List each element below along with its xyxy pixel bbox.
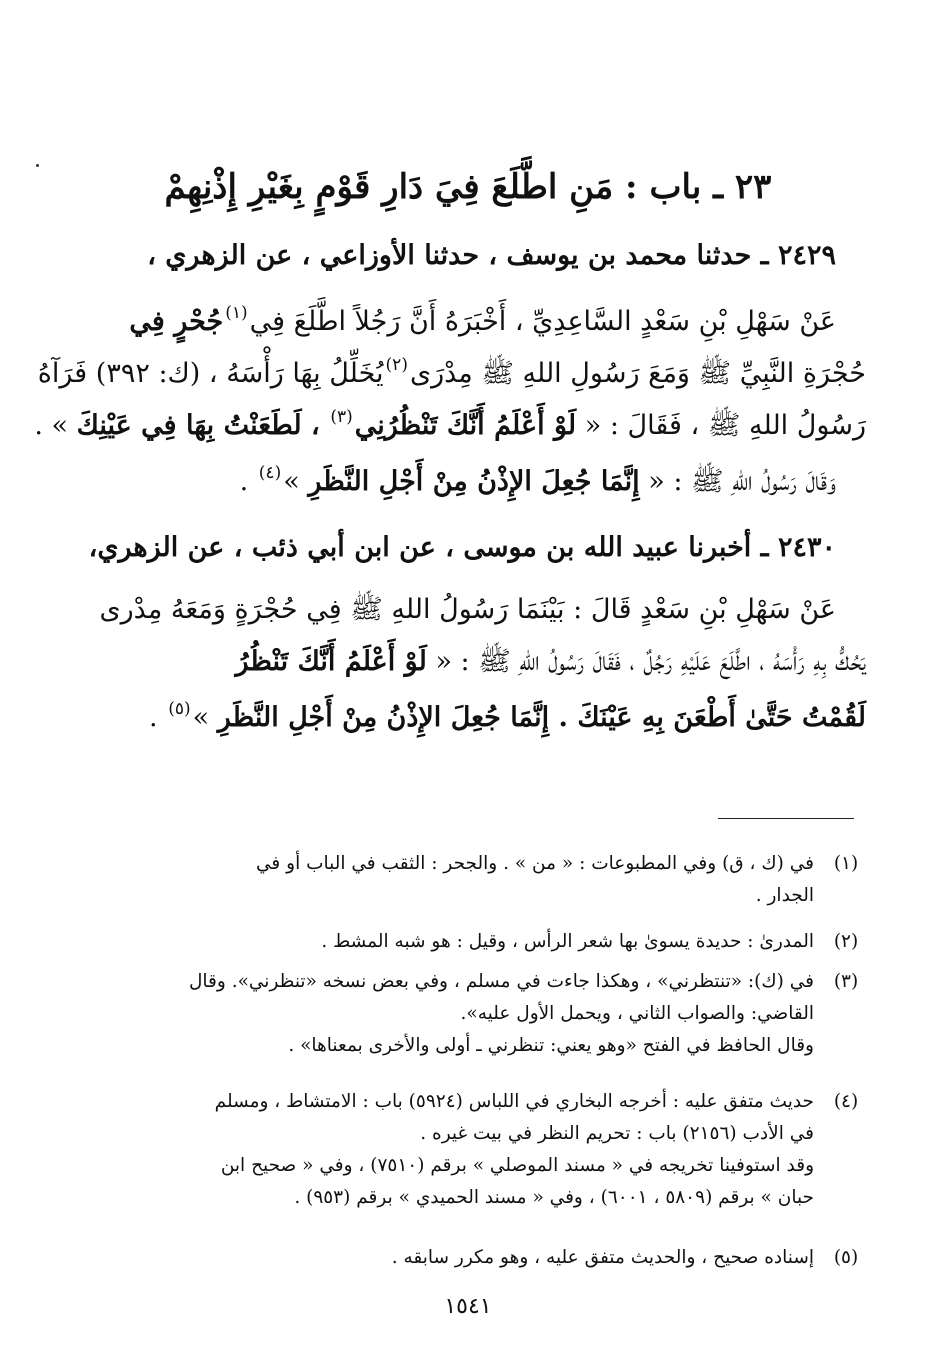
text-span: رَسُولُ اللهِ ﷺ ، فَقَالَ : «: [584, 410, 866, 441]
footnote-1: [80, 848, 866, 912]
hadith-2430-line-3: [70, 692, 866, 747]
footnote-ref-2[interactable]: (٢): [385, 355, 408, 375]
text-span: عَنْ سَهْلِ بْنِ سَعْدٍ قَالَ : بَيْنَمَا رَسُولُ اللهِ ﷺ فِي حُجْرَةٍ وَمَعَهُ مِدْرى: [99, 594, 836, 625]
footnote-line: المدرىٰ : حديدة يسوىٰ بها شعر الرأس ، وقيل : هو شبه المشط .: [321, 931, 814, 952]
hadith-2429-line-1: [70, 296, 836, 351]
footnote-line: إسناده صحيح ، والحديث متفق عليه ، وهو مكرر سابقه .: [391, 1247, 814, 1268]
footnote-3: [80, 966, 866, 1062]
hadith-2430-line-1: [70, 584, 836, 636]
text-span: وَقَالَ رَسُولُ اللهِ ﷺ : «: [648, 466, 836, 497]
footnote-ref-1[interactable]: (١): [225, 303, 248, 323]
text-span: يَحُكُّ بِهِ رَأْسَهُ ، اطَّلَعَ عَلَيْهِ رَجُلٌ ، فَقَالَ رَسُولُ اللهِ ﷺ : «: [435, 646, 866, 677]
footnote-line: القاضي: والصواب الثاني ، ويحمل الأول عليه».: [460, 1003, 814, 1024]
prophetic-speech: لَوْ أَعْلَمُ أَنَّكَ تَنْظُرُ: [235, 646, 427, 677]
footnote-number: (٤): [833, 1091, 859, 1112]
footnote-number: (٣): [833, 971, 859, 992]
prophetic-speech: لَوْ أَعْلَمُ أَنَّكَ تَنْظُرُنِي: [354, 410, 577, 441]
footnote-line: في (ك ، ق) وفي المطبوعات : « من » . والجحر : الثقب في الباب أو في: [256, 853, 814, 874]
footnote-5: [80, 1242, 866, 1274]
text-span: .: [239, 466, 249, 497]
text-span: حُجْرَةِ النَّبِيِّ ﷺ وَمَعَ رَسُولِ اللهِ ﷺ مِدْرَى: [409, 358, 866, 389]
text-span: »: [283, 466, 300, 497]
hadith-2429-line-3: [34, 400, 866, 455]
text-span: جُحْرٍ فِي: [129, 306, 224, 337]
hadith-2429-line-2: [37, 348, 866, 403]
footnote-line: حديث متفق عليه : أخرجه البخاري في اللباس (٥٩٢٤) باب : الامتشاط ، ومسلم: [214, 1091, 814, 1112]
footnote-separator: [718, 818, 854, 819]
footnote-line: في الأدب (٢١٥٦) باب : تحريم النظر في بيت غيره .: [420, 1123, 814, 1144]
text-span: عَنْ سَهْلِ بْنِ سَعْدٍ السَّاعِدِيِّ ، أَخْبَرَهُ أَنَّ رَجُلاً اطَّلَعَ فِي: [249, 306, 836, 337]
text-span: » .: [34, 410, 69, 441]
footnote-number: (١): [833, 853, 859, 874]
text-span: .: [149, 702, 158, 733]
footnote-line: حبان » برقم (٥٨٠٩ ، ٦٠٠١) ، وفي « مسند الحميدي » برقم (٩٥٣) .: [294, 1187, 814, 1208]
print-speck: [36, 164, 39, 167]
hadith-2430-line-2: [70, 636, 866, 688]
footnote-4: [80, 1086, 866, 1214]
text-span: »: [192, 702, 210, 733]
footnote-number: (٥): [833, 1247, 859, 1268]
page-number: ١٥٤١: [444, 1294, 492, 1319]
prophetic-speech: ، لَطَعَنْتُ بِهَا فِي عَيْنِكَ: [76, 410, 320, 441]
footnote-ref-3[interactable]: (٣): [330, 407, 353, 427]
prophetic-speech: لَقُمْتُ حَتَّىٰ أَطْعَنَ بِهِ عَيْنَكَ . إِنَّمَا جُعِلَ الإِذْنُ مِنْ أَجْلِ النَّظَرِ: [217, 702, 866, 733]
footnote-number: (٢): [833, 931, 859, 952]
prophetic-speech: إِنَّمَا جُعِلَ الإِذْنُ مِنْ أَجْلِ النَّظَرِ: [308, 466, 640, 497]
chapter-heading: ٢٣ ـ باب : مَنِ اطَّلَعَ فِيَ دَارِ قَوْمٍ بِغَيْرِ إِذْنِهِمْ: [164, 167, 772, 207]
footnote-2: [80, 926, 866, 958]
footnote-ref-4[interactable]: (٤): [258, 463, 282, 483]
footnote-line: وقال الحافظ في الفتح «وهو يعني: تنظرني ـ أولى والأخرى بمعناها» .: [288, 1035, 814, 1056]
hadith-2429-chain: ٢٤٢٩ ـ حدثنا محمد بن يوسف ، حدثنا الأوزاعي ، عن الزهري ،: [147, 240, 836, 271]
hadith-2429-line-4: [70, 456, 836, 511]
hadith-2430-chain: ٢٤٣٠ ـ أخبرنا عبيد الله بن موسى ، عن ابن أبي ذئب ، عن الزهري،: [88, 532, 836, 563]
footnote-ref-5[interactable]: (٥): [168, 699, 191, 719]
footnote-line: الجدار .: [755, 885, 814, 906]
footnote-line: وقد استوفينا تخريجه في « مسند الموصلي » برقم (٧٥١٠) ، وفي « صحيح ابن: [220, 1155, 814, 1176]
text-span: يُخَلِّلُ بِهَا رَأْسَهُ ، (ك: ٣٩٢) فَرَآهُ: [37, 358, 384, 389]
footnote-line: في (ك): «تنتظرني» ، وهكذا جاءت في مسلم ، وفي بعض نسخه «تنظرني». وقال: [188, 971, 814, 992]
